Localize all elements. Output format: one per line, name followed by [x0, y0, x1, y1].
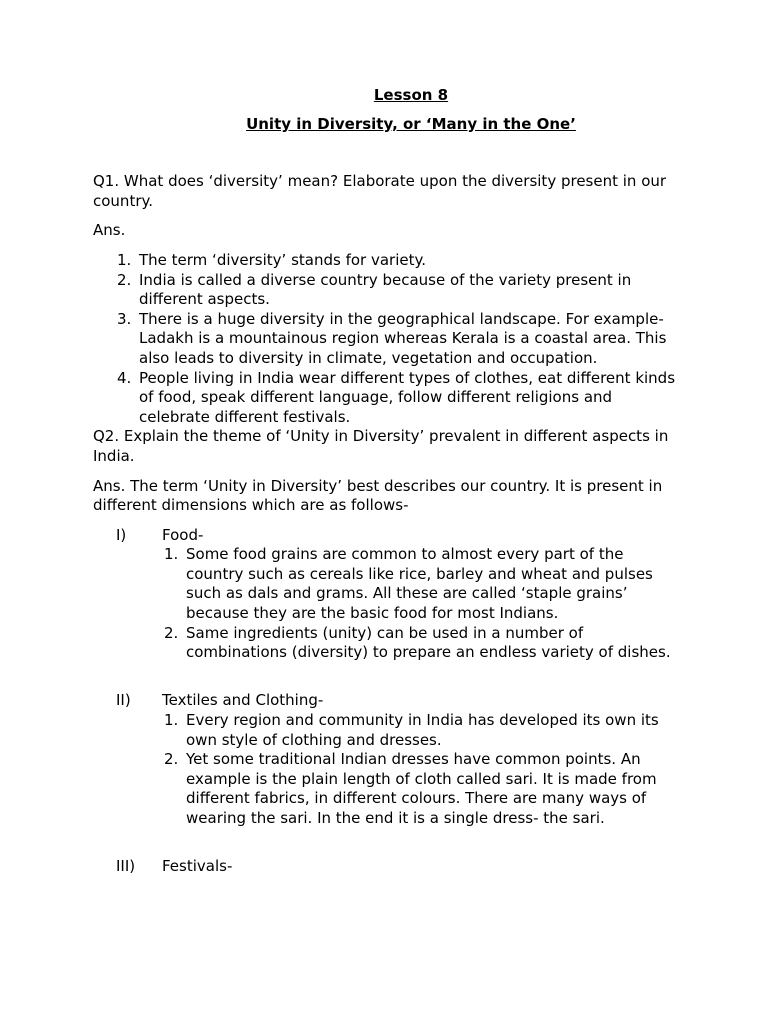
list-item [93, 369, 683, 428]
lesson-title: Lesson 8 [373, 86, 449, 104]
spacer [93, 663, 683, 683]
list-number: 3. [117, 309, 132, 328]
list-item [93, 545, 683, 623]
spacer [93, 829, 683, 849]
section-numeral: II) [116, 691, 131, 710]
list-text: Same ingredients (unity) can be used in a number of combinations (diversity) to prepare an endless variety of dishes. [186, 623, 671, 662]
section-festivals [93, 857, 683, 877]
food-list [93, 545, 683, 663]
section-title: Textiles and Clothing- [162, 691, 324, 710]
list-text: The term ‘diversity’ stands for variety. [139, 250, 426, 269]
lesson-subtitle: Unity in Diversity, or ‘Many in the One’ [246, 114, 576, 133]
list-text: India is called a diverse country because of the variety present in different aspects. [139, 270, 632, 309]
list-number: 1. [164, 545, 179, 564]
list-number: 2. [164, 750, 179, 769]
section-numeral: III) [116, 857, 136, 876]
list-text: Every region and community in India has developed its own its own style of clothing and dresses. [186, 711, 659, 749]
section-title: Food- [162, 525, 204, 544]
list-item [93, 251, 683, 271]
answer-1-label: Ans. [93, 221, 126, 240]
list-text: People living in India wear different types of clothes, eat different kinds of food, speak different language, follow different religions and celebrate different festivals. [139, 368, 676, 426]
list-item [93, 310, 683, 369]
list-number: 1. [164, 711, 179, 730]
list-text: Some food grains are common to almost every part of the country such as cereals like rice, barley and wheat and pulses such as dals and grams. All these are called ‘staple grains’ because they are the basic food for most Indians. [186, 545, 653, 623]
question-1: Q1. What does ‘diversity’ mean? Elaborate upon the diversity present in our country. [93, 172, 667, 210]
list-number: 2. [164, 623, 179, 642]
section-numeral: I) [116, 525, 127, 544]
document-content [93, 86, 683, 877]
list-number: 1. [117, 250, 132, 269]
question-2: Q2. Explain the theme of ‘Unity in Diversity’ prevalent in different aspects in India. [93, 427, 669, 465]
list-text: There is a huge diversity in the geographical landscape. For example- Ladakh is a mountainous region whereas Kerala is a coastal area. This also leads to diversity in climate, vegetation and occupation. [139, 309, 667, 367]
section-textiles [93, 691, 683, 711]
list-number: 4. [117, 368, 132, 387]
list-item [93, 711, 683, 750]
answer-1-list [93, 251, 683, 427]
list-number: 2. [117, 270, 132, 289]
answer-2-intro: Ans. The term ‘Unity in Diversity’ best describes our country. It is present in different dimensions which are as follows- [93, 476, 663, 515]
list-item [93, 624, 683, 663]
section-title: Festivals- [162, 857, 233, 876]
textiles-list [93, 711, 683, 829]
list-item [93, 271, 683, 310]
list-item [93, 750, 683, 828]
list-text: Yet some traditional Indian dresses have common points. An example is the plain length of cloth called sari. It is made from different fabrics, in different colours. There are many ways of wearing the sari. In the end it is a single dress- the sari. [186, 750, 657, 827]
section-food [93, 526, 683, 546]
